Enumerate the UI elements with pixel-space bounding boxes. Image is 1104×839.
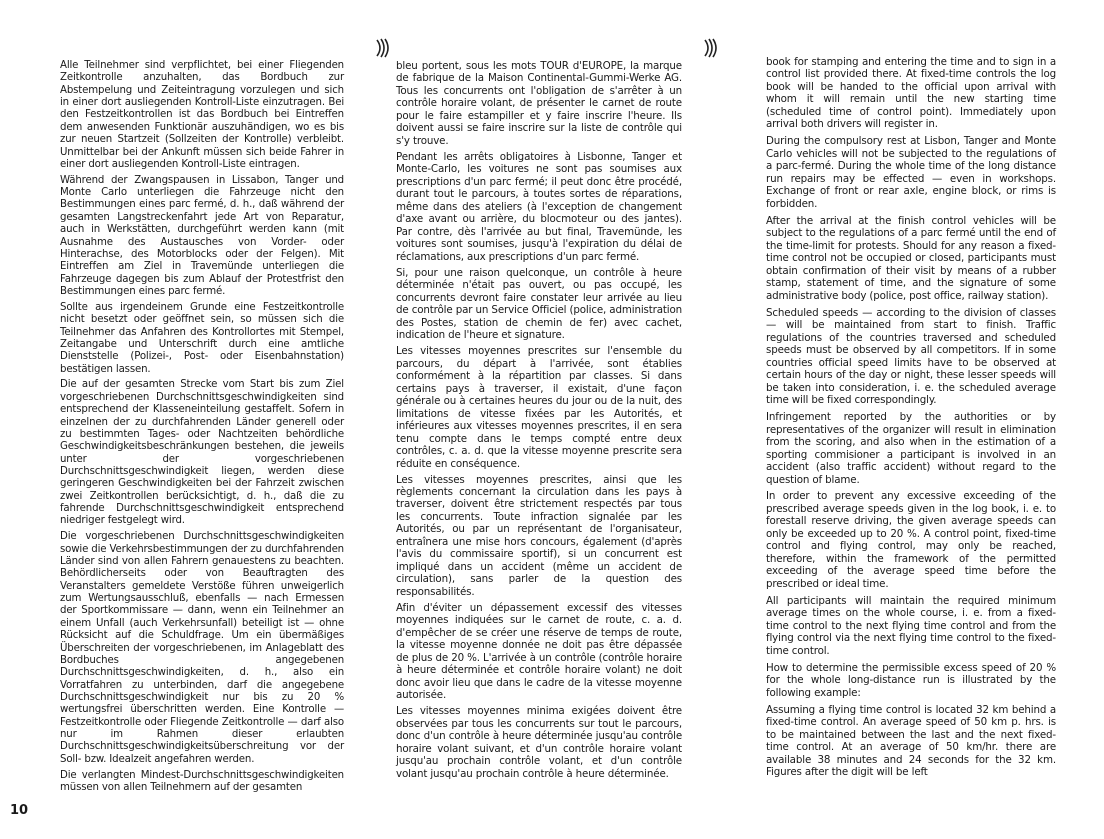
- paragraph: Les vitesses moyennes prescrites sur l'ensemble du parcours, du départ à l'arrivée, sont établies conformément à la répartition par classes. Si dans certains pays à traverser, il existait, d'une façon générale ou à certaines heures du jour ou de la nuit, des limitations de vitesse fixées par les Autorités, et inférieures aux vitesses moyennes prescrites, il en sera tenu compte dans le temps compté entre deux contrôles, c. a. d. que la vitesse moyenne prescrite sera réduite en conséquence.: [396, 345, 682, 470]
- paragraph: Afin d'éviter un dépassement excessif des vitesses moyennes indiquées sur le carnet de route, c. a. d. d'empêcher de se créer une réserve de temps de route, la vitesse moyenne donnée ne doit pas être dépassée de plus de 20 %. L'arrivée à un contrôle (contrôle horaire à heure déterminée et contrôle horaire volant) ne doit donc avoir lieu que dans le cadre de la vitesse moyenne autorisée.: [396, 601, 683, 702]
- paragraph: Alle Teilnehmer sind verpflichtet, bei einer Fliegenden Zeitkontrolle anzuhalten, das Bordbuch zur Abstempelung und Zeiteintragung vorzulegen und sich in einer dort ausliegenden Kontroll-Liste einzutragen. Bei den Festzeitkontrollen ist das Bordbuch bei Eintreffen dem anwesenden Funktionär auszuhändigen, wo es bis zur neuen Startzeit (Sollzeiten der Kontrolle) verbleibt. Unmittelbar bei der Ankunft müssen sich beide Fahrer in einer dort ausliegenden Kontroll-Liste eintragen.: [60, 60, 344, 170]
- paragraph: Assuming a flying time control is located 32 km behind a fixed-time control. An average speed of 50 km p. hrs. is to be maintained between the last and the next fixed-time control. At an average of 50 km/hr. there are available 38 minutes and 24 seconds for the 32 km. Figures after the digit will be left: [766, 703, 1056, 779]
- paragraph: Si, pour une raison quelconque, un contrôle à heure déterminée n'était pas ouvert, ou pas occupé, les concurrents devront faire constater leur arrivée au lieu de contrôle par un Service Officiel (police, administration des Postes, station de chemin de fer) avec cachet, indication de l'heure et signature.: [396, 266, 682, 342]
- paragraph: Les vitesses moyennes prescrites, ainsi que les règlements concernant la circulation dans les pays à traverser, doivent être strictement respectés par tous les concurrents. Toute infraction signalée par les Autorités, ou par un représentant de l'organisateur, entraînera une mise hors concours, également (d'après l'avis du commissaire sportif), si un concurrent est impliqué dans un accident (même un accident de circulation), sans parler de la question des responsabilités.: [396, 473, 682, 598]
- paragraph: All participants will maintain the required minimum average times on the whole course, i. e. from a fixed-time control to the next flying time control and from the flying control via the next flying time control to the fixed-time control.: [766, 594, 1056, 657]
- paragraph: How to determine the permissible excess speed of 20 % for the whole long-distance run is illustrated by the following example:: [766, 661, 1056, 699]
- paragraph: Scheduled speeds — according to the division of classes — will be maintained from start to finish. Traffic regulations of the countries traversed and scheduled speeds must be observed by all competitors. If in some countries official speed limits have to be observed at certain hours of the day or night, these lesser speeds will be taken into consideration, i. e. the scheduled average time will be fixed correspondingly.: [766, 306, 1056, 407]
- paragraph: Während der Zwangspausen in Lissabon, Tanger und Monte Carlo unterliegen die Fahrzeuge nicht den Bestimmungen eines parc fermé, d. h., daß während der gesamten Langstreckenfahrt jede Art von Reparatur, auch in Werkstätten, durchgeführt werden kann (mit Ausnahme des Austausches von Vorder- oder Hinterachse, des Motorblocks oder der Felgen). Mit Eintreffen am Ziel in Travemünde unterliegen die Fahrzeuge dagegen bis zum Ablauf der Protestfrist den Bestimmungen eines parc fermé.: [60, 174, 344, 297]
- paragraph: Die auf der gesamten Strecke vom Start bis zum Ziel vorgeschriebenen Durchschnittsgeschwindigkeiten sind entsprechend der Klasseneinteilung gestaffelt. Sofern in einzelnen der zu durchfahrenden Länder generell oder zu bestimmten Tages- oder Nachtzeiten behördliche Geschwindigkeitsbeschränkungen bestehen, die jeweils unter der vorgeschriebenen Durchschnittsgeschwindigkeit liegen, werden diese geringeren Geschwindigkeiten bei der Fahrzeit zwischen zwei Zeitkontrollen berücksichtigt, d. h., daß die zu fahrende Durchschnittsgeschwindigkeit entsprechend niedriger festgelegt wird.: [60, 379, 344, 527]
- paragraph: book for stamping and entering the time and to sign in a control list provided there. At fixed-time controls the log book will be handed to the official upon arrival with whom it will remain until the new starting time (scheduled time of control point). Immediately upon arrival both drivers will register in.: [766, 56, 1056, 131]
- german-text-column: [60, 60, 344, 798]
- paragraph: Infringement reported by the authorities or by representatives of the organizer will result in elimination from the scoring, and also when in the estimation of a sporting commisioner a participant is involved in an accident (also traffic accident) without regard to the question of blame.: [766, 411, 1056, 486]
- paragraph: Les vitesses moyennes minima exigées doivent être observées par tous les concurrents sur tout le parcours, donc d'un contrôle à heure déterminée jusqu'au contrôle horaire volant suivant, et d'un contrôle horaire volant jusqu'au prochain contrôle volant, et d'un contrôle volant jusqu'au prochain contrôle à heure déterminée.: [396, 705, 682, 780]
- paragraph: After the arrival at the finish control vehicles will be subject to the regulations of a parc fermé until the end of the time-limit for protests. Should for any reason a fixed-time control not be occupied or closed, participants must obtain confirmation of their visit by means of a rubber stamp, statement of time, and the signature of some administrative body (police, post office, railway station).: [766, 214, 1056, 302]
- paragraph: Die verlangten Mindest-Durchschnittsgeschwindigkeiten müssen von allen Teilnehmern auf der gesamten: [60, 769, 344, 793]
- spiral-binding-mark-icon: [702, 36, 720, 60]
- paragraph: In order to prevent any excessive exceeding of the prescribed average speeds given in the log book, i. e. to forestall reserve driving, the given average speeds can only be exceeded up to 20 %. A control point, fixed-time control and flying control, may only be reached, therefore, within the framework of the permitted exceeding of the average speed time before the prescribed or ideal time.: [766, 490, 1056, 590]
- paragraph: During the compulsory rest at Lisbon, Tanger and Monte Carlo vehicles will not be subjected to the regulations of a parc-fermé. During the whole time of the long distance run repairs may be effected — even in workshops. Exchange of front or rear axle, engine block, or rims is forbidden.: [766, 135, 1056, 210]
- paragraph: bleu portent, sous les mots TOUR d'EUROPE, la marque de fabrique de la Maison Continental-Gummi-Werke AG. Tous les concurrents ont l'obligation de s'arrêter à un contrôle horaire volant, de présenter le carnet de route pour le faire estampiller et y faire inscrire l'heure. Ils doivent aussi se faire inscrire sur la liste de contrôle qui s'y trouve.: [396, 60, 682, 147]
- paragraph: Sollte aus irgendeinem Grunde eine Festzeitkontrolle nicht besetzt oder geöffnet sein, so müssen sich die Teilnehmer das Anfahren des Kontrollortes mit Stempel, Zeitangabe und Unterschrift durch eine amtliche Dienststelle (Polizei-, Post- oder Eisenbahnstation) bestätigen lassen.: [60, 301, 344, 375]
- english-text-column: [766, 56, 1056, 783]
- paragraph: Pendant les arrêts obligatoires à Lisbonne, Tanger et Monte-Carlo, les voitures ne sont pas soumises aux prescriptions d'un parc fermé; il peut donc être procédé, durant tout le parcours, à toutes sortes de réparations, même dans des ateliers (à l'exception de changement d'axe avant ou arrière, du blocmoteur ou des jantes). Par contre, dès l'arrivée au but final, Travemünde, les voitures sont soumises, jusqu'à l'expiration du délai de réclamations, aux prescriptions d'un parc fermé.: [396, 150, 682, 263]
- french-text-column: [396, 60, 682, 784]
- spiral-binding-mark-icon: [374, 36, 392, 60]
- paragraph: Die vorgeschriebenen Durchschnittsgeschwindigkeiten sowie die Verkehrsbestimmungen der zu durchfahrenden Länder sind von allen Fahrern genauestens zu beachten. Behördlicherseits oder von Beauftragten des Veranstalters gemeldete Verstöße führen unweigerlich zum Wertungsausschluß, ebenfalls — nach Ermessen der Sportkommissare — dann, wenn ein Teilnehmer an einem Unfall (auch Verkehrsunfall) beteiligt ist — ohne Rücksicht auf die Schuldfrage. Um ein übermäßiges Überschreiten der vorgeschriebenen, im Anlageblatt des Bordbuches angegebenen Durchschnittsgeschwindigkeiten, d. h., also ein Vorratfahren zu unterbinden, darf die angegebene Durchschnittsgeschwindigkeit nur bis zu 20 % wertungsfrei überschritten werden. Eine Kontrolle — Festzeitkontrolle oder Fliegende Zeitkontrolle — darf also nur im Rahmen dieser erlaubten Durchschnittsgeschwindigkeitsüberschreitung vor der Soll- bzw. Idealzeit angefahren werden.: [60, 531, 344, 765]
- page-number: 10: [10, 803, 29, 818]
